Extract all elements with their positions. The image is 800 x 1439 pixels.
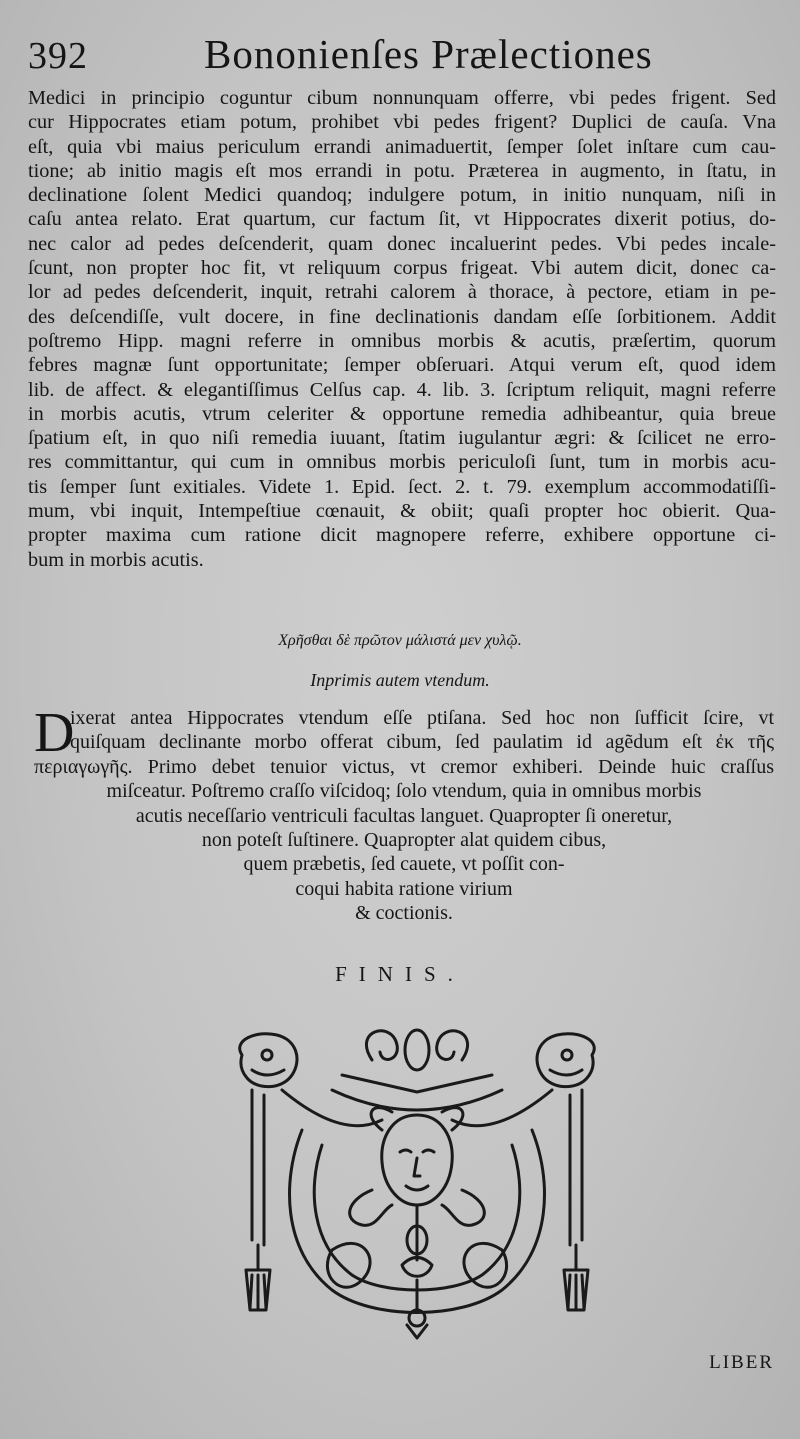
latin-lemma: Inprimis autem vtendum.: [310, 670, 490, 690]
text-line: lib. de affect. & elegantiſſimus Celſus cap. 4. lib. 3. ſcriptum reliquit, magni referre: [28, 378, 776, 401]
text-line: eſt, quia vbi maius periculum errandi animaduertit, ſemper ſolet inſtare cum cau-: [28, 135, 776, 158]
page-number: 392: [28, 35, 88, 77]
page-header: [28, 28, 768, 84]
text-line: in morbis acutis, vtrum celeriter & opportune remedia adhibeantur, quia breue: [28, 402, 776, 425]
text-line: & coctionis.: [355, 902, 453, 925]
text-line: ixerat antea Hippocrates vtendum eſſe ptiſana. Sed hoc non ſufficit ſcire, vt: [70, 707, 774, 729]
text-line: declinatione ſolent Medici quandoq; indulgere potum, in initio nunquam, niſi in: [28, 184, 776, 207]
finis-label: FINIS.: [335, 962, 465, 986]
body-text: [28, 86, 776, 572]
text-line: mum, vbi inquit, Intempeſtiue cœnauit, & obiit; quaſi propter hoc obierit. Qua-: [28, 500, 776, 523]
text-line: acutis neceſſario ventriculi facultas languet. Quapropter ſi oneretur,: [135, 804, 673, 827]
text-line: tione; ab initio magis eſt mos errandi in potu. Præterea in augmento, in ſtatu, in: [28, 159, 776, 182]
text-line: coqui habita ratione virium: [295, 877, 513, 900]
greek-lemma: Χρῆσθαι δὲ πρῶτον μάλιστά μεν χυλῷ.: [278, 632, 522, 649]
commentary-paragraph: [34, 702, 774, 926]
text-line: nec calor ad pedes deſcenderit, quam donec incaluerint pedes. Vbi pedes incale-: [28, 232, 776, 255]
text-line: cur Hippocrates etiam potum, prohibet vbi pedes frigent? Duplici de cauſa. Vna: [28, 111, 776, 134]
text-line: febres magnæ ſunt opportunitate; ſemper obſeruari. Atqui verum eſt, quod idem: [28, 354, 776, 377]
text-line: lor ad pedes deſcenderit, inquit, retrahi calorem à thorace, à pectore, etiam in pe-: [28, 281, 776, 304]
drop-cap: D: [34, 702, 75, 764]
catchword: LIBER: [709, 1352, 774, 1373]
text-line: περιαγωγῆς. Primo debet tenuior victus, vt cremor exhiberi. Deinde huic craſſus: [34, 755, 774, 778]
text-line: des deſcendiſſe, vult docere, in fine declinationis dandam eſſe ſorbitionem. Addit: [28, 305, 776, 328]
text-line: Medici in principio coguntur cibum nonnunquam offerre, vbi pedes frigent. Sed: [28, 87, 776, 109]
text-line: caſu antea relato. Erat quartum, cur factum ſit, vt Hippocrates dixerit potius, do-: [28, 208, 776, 231]
text-line: ſcunt, non propter hoc fit, vt reliquum corpus frigeat. Vbi autem dicit, donec ca-: [28, 257, 776, 280]
text-line: quem præbetis, ſed cauete, vt poſſit con-: [243, 853, 565, 876]
text-line: non poteſt ſuſtinere. Quapropter alat quidem cibus,: [201, 829, 607, 852]
text-line: quiſquam declinante morbo offerat cibum, ſed paulatim id agẽdum eſt ἐκ τῆς: [70, 731, 774, 754]
text-line: poſtremo Hipp. magni referre in omnibus morbis & acutis, præſertim, quorum: [28, 329, 776, 352]
running-title: Bononienſes Prælectiones: [204, 31, 653, 77]
text-line: miſceatur. Poſtremo craſſo viſcidoq; ſolo vtendum, quia in omnibus morbis: [106, 780, 702, 803]
text-line: ſpatium eſt, in quo niſi remedia iuuant, ſtatim iugulantur ægri: & ſcilicet ne erro-: [28, 427, 776, 450]
text-line: tis ſemper ſunt exitiales. Videte 1. Epid. ſect. 2. t. 79. exemplum accommodatiſſi-: [28, 475, 776, 498]
text-line: res committantur, qui cum in omnibus morbis periculoſi ſunt, tum in morbis acu-: [28, 451, 776, 474]
text-line: bum in morbis acutis.: [28, 548, 204, 571]
text-line: propter maxima cum ratione dicit magnopere referre, exhibere opportune ci-: [28, 524, 776, 547]
grotesque-mask-ornament-icon: [222, 1020, 612, 1340]
